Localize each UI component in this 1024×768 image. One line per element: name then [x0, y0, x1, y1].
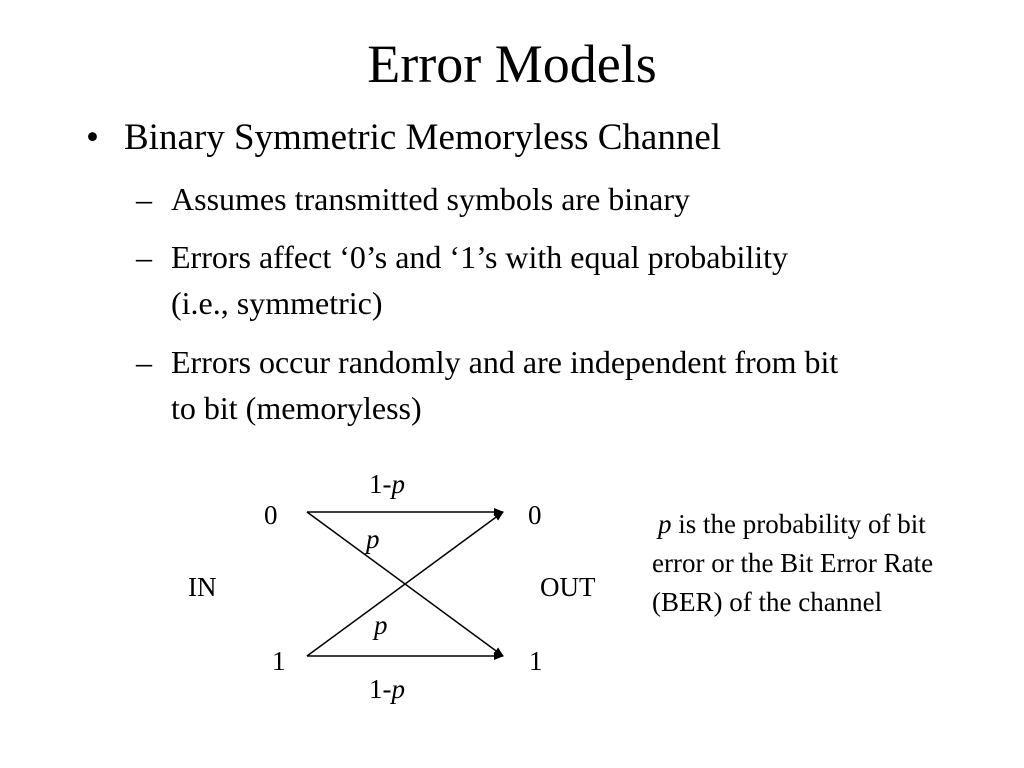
dash-marker: – — [136, 239, 152, 275]
subpoint-text: Errors affect ‘0’s and ‘1’s with equal probability (i.e., symmetric) — [171, 239, 789, 321]
bottom-edge-prefix: 1- — [369, 674, 392, 704]
note-variable: p — [658, 509, 672, 539]
ber-note — [652, 505, 972, 622]
top-edge-prefix: 1- — [369, 469, 392, 499]
bottom-edge-probability — [369, 674, 405, 704]
bullet-marker: • — [86, 117, 99, 158]
cross-lower-probability: p — [374, 610, 388, 640]
input-label: IN — [188, 572, 217, 602]
subpoint-text: Errors occur randomly and are independent from bit to bit (memoryless) — [171, 344, 839, 426]
output-label: OUT — [540, 572, 596, 602]
dash-marker: – — [136, 181, 152, 217]
top-edge-var: p — [391, 469, 405, 499]
bottom-edge-var: p — [391, 674, 405, 704]
slide-title: Error Models — [367, 34, 657, 94]
input-symbol-1: 1 — [272, 646, 286, 676]
main-bullet-text: Binary Symmetric Memoryless Channel — [124, 117, 722, 158]
note-text: is the probability of bit error or the Bit Error Rate (BER) of the channel — [652, 509, 934, 617]
cross-upper-probability: p — [366, 524, 380, 554]
output-symbol-0: 0 — [528, 500, 542, 530]
top-edge-probability — [369, 469, 405, 499]
input-symbol-0: 0 — [264, 500, 278, 530]
subpoint-text: Assumes transmitted symbols are binary — [171, 181, 691, 217]
dash-marker: – — [136, 344, 152, 380]
output-symbol-1: 1 — [529, 646, 543, 676]
